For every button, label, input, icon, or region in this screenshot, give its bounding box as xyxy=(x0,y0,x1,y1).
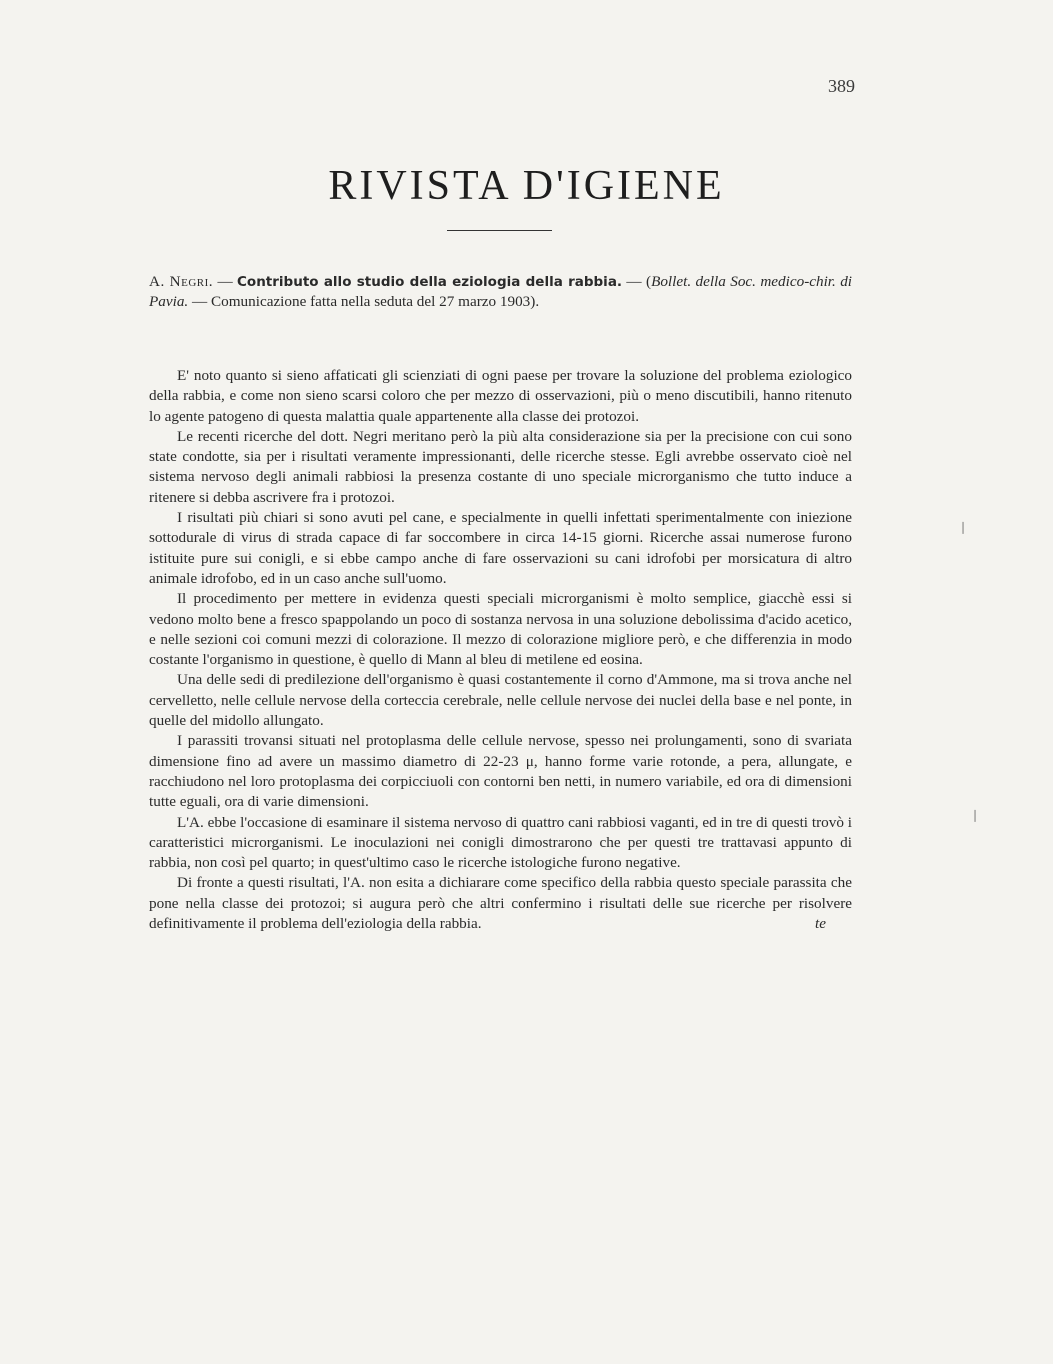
journal-title: RIVISTA D'IGIENE xyxy=(328,163,725,209)
body-paragraph: Una delle sedi di predilezione dell'organismo è quasi costantemente il corno d'Ammone, ma si trova anche nel cervelletto, nelle cellule nervose della corteccia cerebrale, nelle cellule nervose dei nuclei della base e nel ponte, in quelle del midollo allungato. xyxy=(149,671,852,730)
reference-communication: — Comunicazione fatta nella seduta del 27 marzo 1903). xyxy=(188,293,540,311)
reference-dash: — xyxy=(213,273,238,290)
bibliographic-reference xyxy=(149,272,852,313)
reference-open-paren: — ( xyxy=(622,273,652,290)
body-paragraph-text: Di fronte a questi risultati, l'A. non esita a dichiarare come specifico della rabbia questo speciale parassita che pone nella classe dei protozoi; si augura però che altri confermino i risultati delle sue ricerche per risolvere definitivamente il problema dell'eziologia della rabbia. xyxy=(149,874,852,933)
page-number: 389 xyxy=(828,76,855,96)
signature-initials: te xyxy=(815,915,826,933)
margin-speck: ❘ xyxy=(958,520,969,534)
reference-line xyxy=(149,272,852,313)
title-divider xyxy=(447,230,552,231)
margin-speck: ❘ xyxy=(970,808,981,822)
body-paragraph: Le recenti ricerche del dott. Negri meritano però la più alta considerazione sia per la precisione con cui sono state condotte, sia per i risultati veramente impressionanti, delle ricerche stesse. Egli avrebbe osservato cioè nel sistema nervoso degli animali rabbiosi la presenza costante di uno speciale microrganismo che tutto induce a ritenere si debba ascrivere fra i protozoi. xyxy=(149,427,852,506)
body-paragraph: I parassiti trovansi situati nel protoplasma delle cellule nervose, spesso nei prolungamenti, sono di svariata dimensione fino ad avere un massimo diametro di 22-23 μ, hanno forme varie rotonde, a pera, allungate, e racchiudono nel loro protoplasma dei corpicciuoli con contorni ben netti, in numero variabile, ed ora di dimensioni tutte eguali, ora di varie dimensioni. xyxy=(149,732,852,811)
article-body xyxy=(149,366,852,934)
body-paragraph: L'A. ebbe l'occasione di esaminare il sistema nervoso di quattro cani rabbiosi vaganti, ed in tre di questi trovò i caratteristici microrganismi. Le inoculazioni nei conigli dimostrarono che per questi tre trattavasi appunto di rabbia, non così pel quarto; in quest'ultimo caso le ricerche istologiche furono negative. xyxy=(149,813,852,872)
reference-source: Bollet. della Soc. medico-chir. di Pavia. xyxy=(149,273,853,311)
reference-author: A. Negri. xyxy=(149,273,214,290)
reference-article-title: Contributo allo studio della eziologia della rabbia. xyxy=(237,274,623,290)
body-paragraph: E' noto quanto si sieno affaticati gli scienziati di ogni paese per trovare la soluzione del problema eziologico della rabbia, e come non sieno scarsi coloro che per mezzo di osservazioni, più o meno discutibili, hanno ritenuto lo agente patogeno di questa malattia quale appartenente alla classe dei protozoi. xyxy=(149,367,852,425)
body-paragraph: Il procedimento per mettere in evidenza questi speciali microrganismi è molto semplice, giacchè essi si vedono molto bene a fresco spappolando un poco di sostanza nervosa in una soluzione debolissima d'acido acetico, e nelle sezioni coi comuni mezzi di colorazione. Il mezzo di colorazione migliore però, e che differenzia in modo costante l'organismo in questione, è quello di Mann al bleu di metilene ed eosina. xyxy=(149,590,852,669)
body-paragraph-last xyxy=(149,873,852,934)
body-paragraph: I risultati più chiari si sono avuti pel cane, e specialmente in quelli infettati sperimentalmente con iniezione sottodurale di virus di strada capace di far soccombere in circa 14-15 giorni. Ricerche assai numerose furono istituite pure sui conigli, e si ebbe campo anche di fare osservazioni su cani idrofobi per morsicatura di altro animale idrofobo, ed in un caso anche sull'uomo. xyxy=(149,509,852,587)
